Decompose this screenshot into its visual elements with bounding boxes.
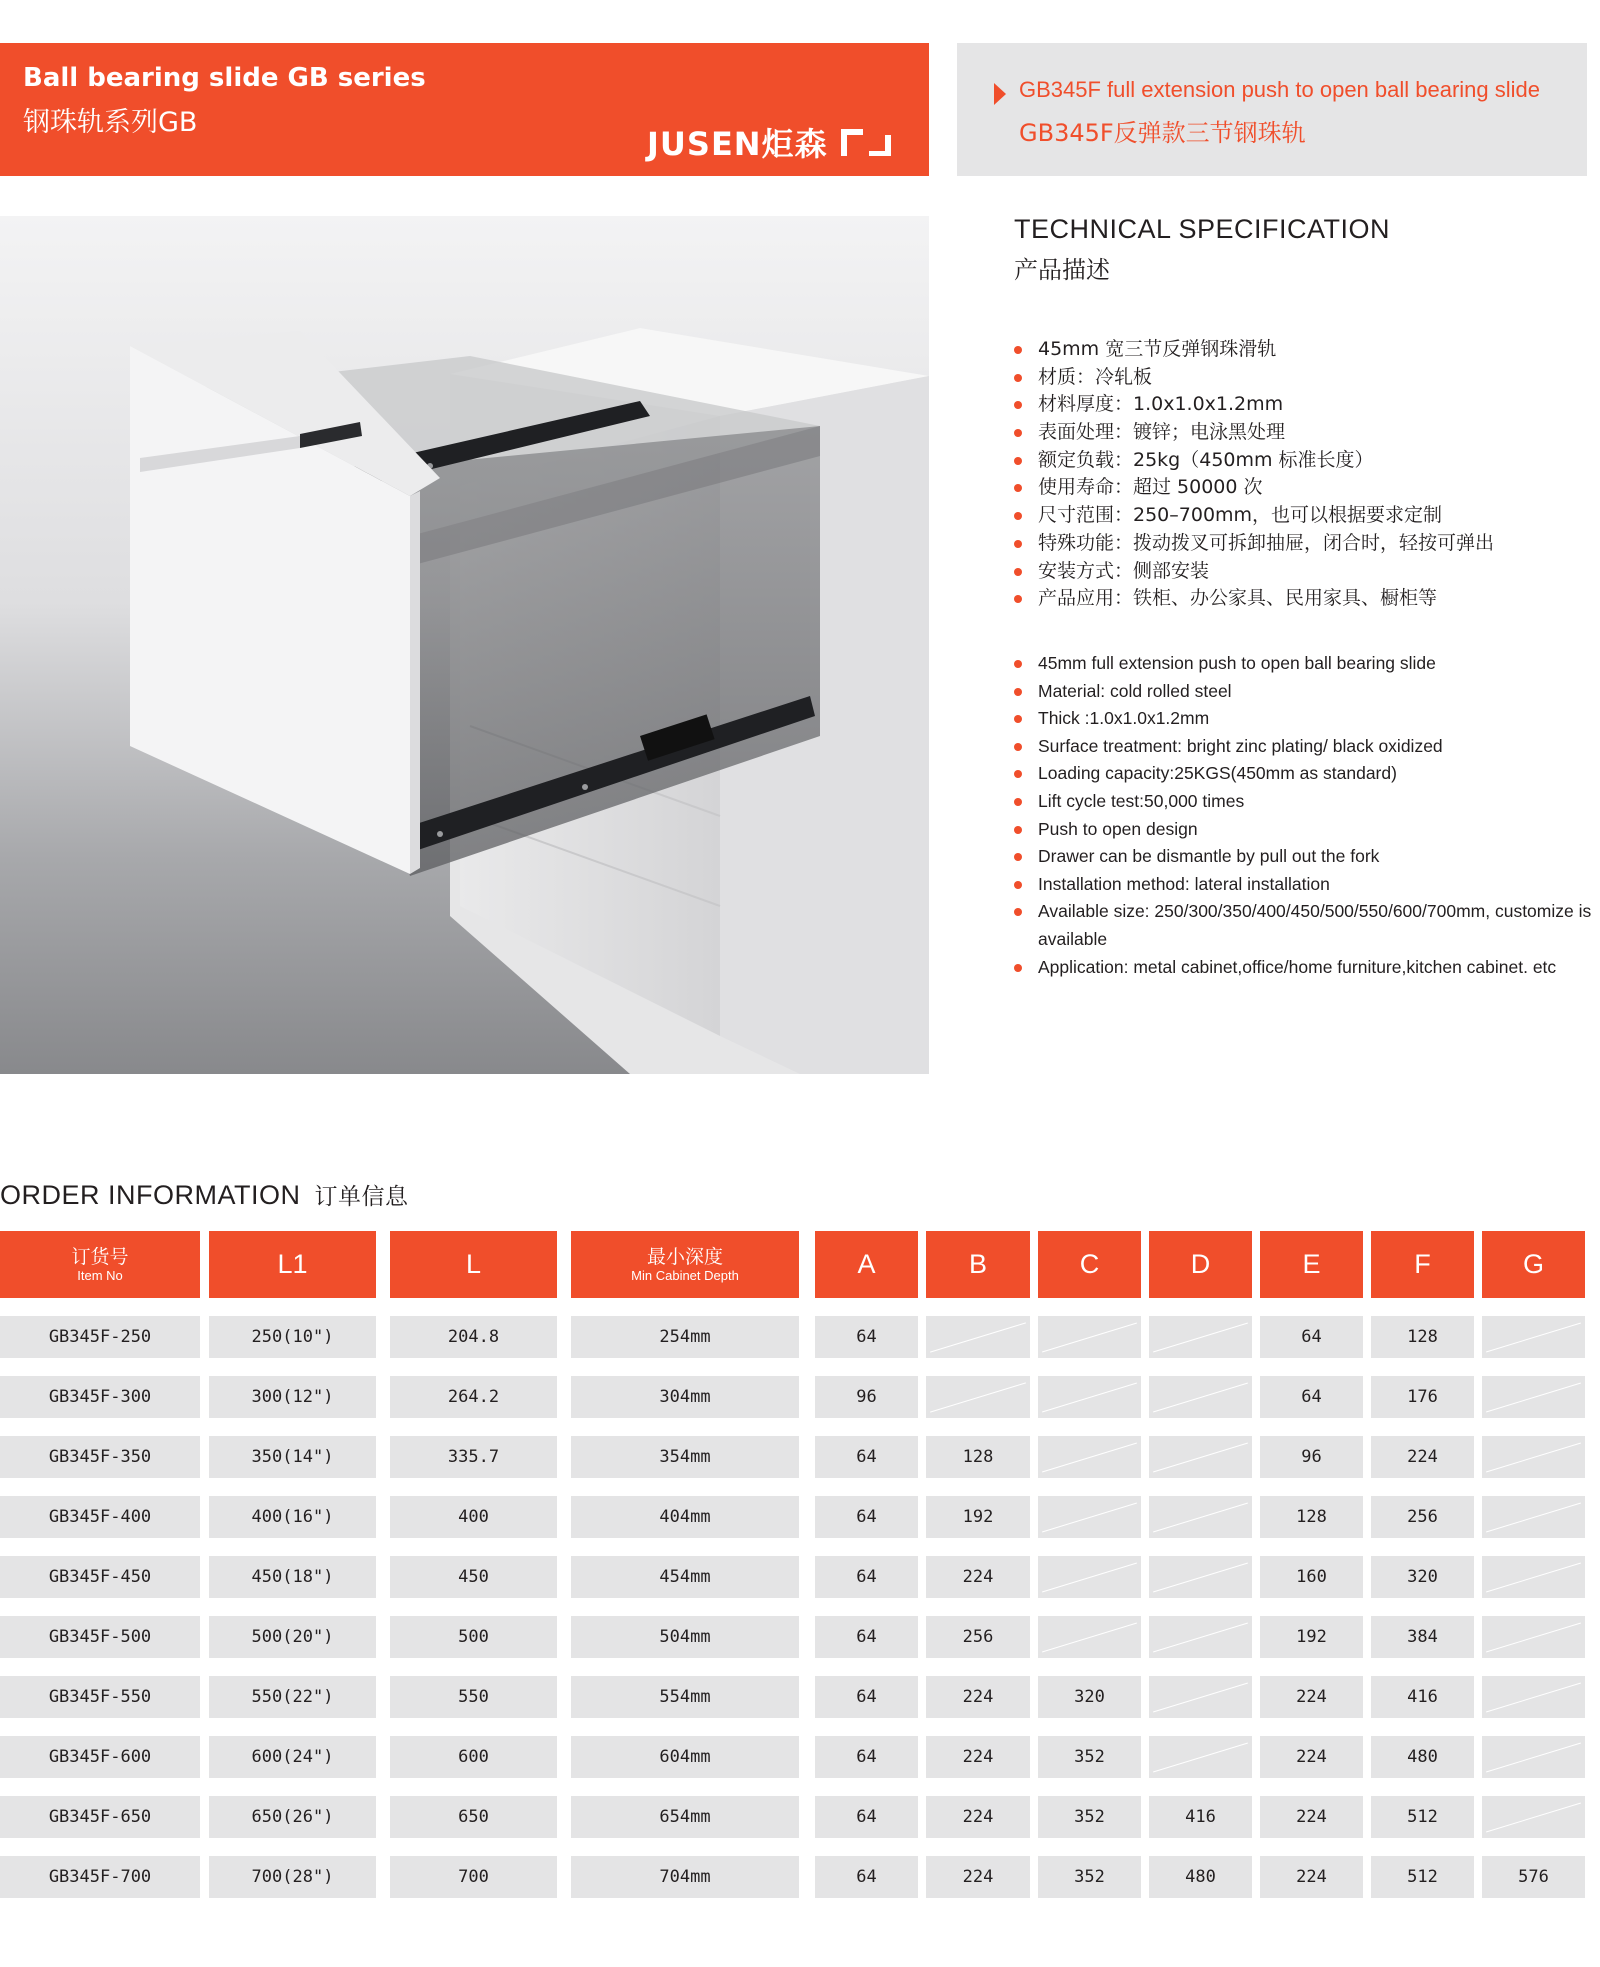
spec-item-en: Push to open design xyxy=(1012,816,1592,844)
table-cell: 650 xyxy=(390,1796,557,1838)
product-banner xyxy=(957,43,1587,176)
spec-item-en: Application: metal cabinet,office/home furniture,kitchen cabinet. etc xyxy=(1012,954,1592,982)
table-cell: 64 xyxy=(815,1616,918,1658)
table-cell-empty xyxy=(1149,1676,1252,1718)
spec-item-cn: 材质：冷轧板 xyxy=(1012,364,1494,392)
column-header-label: D xyxy=(1190,1249,1211,1279)
spec-item-en: Available size: 250/300/350/400/450/500/550/600/700mm, customize is available xyxy=(1012,898,1592,953)
table-cell: 550 xyxy=(390,1676,557,1718)
table-cell-empty xyxy=(1482,1496,1585,1538)
table-cell: 304mm xyxy=(571,1376,799,1418)
table-cell-empty xyxy=(1482,1796,1585,1838)
table-cell: GB345F-600 xyxy=(0,1736,200,1778)
table-cell-empty xyxy=(1038,1376,1141,1418)
table-cell: 224 xyxy=(926,1856,1030,1898)
table-cell: 550(22") xyxy=(209,1676,376,1718)
table-cell: 224 xyxy=(1260,1856,1363,1898)
column-header-label: 订货号 xyxy=(71,1245,129,1268)
spec-item-en: Surface treatment: bright zinc plating/ black oxidized xyxy=(1012,733,1592,761)
table-cell: 650(26") xyxy=(209,1796,376,1838)
spec-item-cn: 产品应用：铁柜、办公家具、民用家具、橱柜等 xyxy=(1012,585,1494,613)
column-header xyxy=(1038,1231,1141,1298)
spec-item-cn: 安装方式：侧部安装 xyxy=(1012,558,1494,586)
table-cell: 576 xyxy=(1482,1856,1585,1898)
spec-list-cn xyxy=(1012,336,1494,613)
table-cell-empty xyxy=(1149,1436,1252,1478)
tech-spec-title-cn: 产品描述 xyxy=(1014,256,1110,284)
table-cell-empty xyxy=(1482,1616,1585,1658)
table-cell: 654mm xyxy=(571,1796,799,1838)
table-cell: 224 xyxy=(1260,1796,1363,1838)
table-cell: 64 xyxy=(815,1736,918,1778)
table-cell: 400(16") xyxy=(209,1496,376,1538)
table-cell: 254mm xyxy=(571,1316,799,1358)
table-cell: 204.8 xyxy=(390,1316,557,1358)
table-cell: 600(24") xyxy=(209,1736,376,1778)
table-cell-empty xyxy=(1482,1316,1585,1358)
brand-logo xyxy=(647,119,892,165)
table-cell-empty xyxy=(1038,1616,1141,1658)
table-cell: 504mm xyxy=(571,1616,799,1658)
table-cell: 400 xyxy=(390,1496,557,1538)
table-cell: 350(14") xyxy=(209,1436,376,1478)
column-header xyxy=(209,1231,376,1298)
spec-item-cn: 表面处理：镀锌；电泳黑处理 xyxy=(1012,419,1494,447)
table-cell: 704mm xyxy=(571,1856,799,1898)
table-cell: 352 xyxy=(1038,1856,1141,1898)
table-cell: 300(12") xyxy=(209,1376,376,1418)
spec-item-en: Thick :1.0x1.0x1.2mm xyxy=(1012,705,1592,733)
table-cell: 224 xyxy=(926,1676,1030,1718)
table-cell: 64 xyxy=(815,1436,918,1478)
product-photo xyxy=(0,216,929,1074)
column-header-label: F xyxy=(1414,1249,1431,1279)
column-header xyxy=(1482,1231,1585,1298)
table-cell: 480 xyxy=(1149,1856,1252,1898)
series-banner xyxy=(0,43,929,176)
table-cell: 250(10") xyxy=(209,1316,376,1358)
spec-item-cn: 额定负载：25kg（450mm 标准长度） xyxy=(1012,447,1494,475)
table-cell: 64 xyxy=(815,1676,918,1718)
table-cell: 96 xyxy=(1260,1436,1363,1478)
table-cell: 512 xyxy=(1371,1856,1474,1898)
table-cell: 512 xyxy=(1371,1796,1474,1838)
table-cell: GB345F-250 xyxy=(0,1316,200,1358)
table-cell: 600 xyxy=(390,1736,557,1778)
table-cell-empty xyxy=(1149,1496,1252,1538)
table-cell: 604mm xyxy=(571,1736,799,1778)
table-cell: 224 xyxy=(926,1796,1030,1838)
table-cell: 192 xyxy=(926,1496,1030,1538)
table-cell: 700(28") xyxy=(209,1856,376,1898)
table-cell: 416 xyxy=(1149,1796,1252,1838)
brand-mark-icon xyxy=(840,128,892,156)
table-cell-empty xyxy=(1149,1616,1252,1658)
table-cell: 192 xyxy=(1260,1616,1363,1658)
product-title-cn: GB345F反弹款三节钢珠轨 xyxy=(1019,119,1306,147)
column-header-label: C xyxy=(1079,1249,1100,1279)
spec-list-en xyxy=(1012,650,1592,981)
table-cell: 554mm xyxy=(571,1676,799,1718)
column-header-label: L1 xyxy=(277,1249,308,1279)
table-cell: 352 xyxy=(1038,1736,1141,1778)
table-cell-empty xyxy=(1149,1556,1252,1598)
column-header-label: L xyxy=(465,1249,482,1279)
order-info-title-cn: 订单信息 xyxy=(314,1184,409,1210)
table-cell: 224 xyxy=(1260,1676,1363,1718)
table-cell: 264.2 xyxy=(390,1376,557,1418)
product-title-en: GB345F full extension push to open ball bearing slide xyxy=(1019,77,1541,102)
spec-item-en: Loading capacity:25KGS(450mm as standard) xyxy=(1012,760,1592,788)
table-cell: 256 xyxy=(1371,1496,1474,1538)
spec-item-cn: 使用寿命：超过 50000 次 xyxy=(1012,474,1494,502)
table-cell: GB345F-550 xyxy=(0,1676,200,1718)
table-cell: 176 xyxy=(1371,1376,1474,1418)
spec-item-cn: 尺寸范围：250–700mm，也可以根据要求定制 xyxy=(1012,502,1494,530)
table-cell: 224 xyxy=(926,1736,1030,1778)
column-header xyxy=(390,1231,557,1298)
table-cell: 160 xyxy=(1260,1556,1363,1598)
table-cell: 384 xyxy=(1371,1616,1474,1658)
table-cell: GB345F-700 xyxy=(0,1856,200,1898)
spec-item-cn: 45mm 宽三节反弹钢珠滑轨 xyxy=(1012,336,1494,364)
table-cell-empty xyxy=(1149,1376,1252,1418)
table-cell-empty xyxy=(1482,1376,1585,1418)
column-header xyxy=(1149,1231,1252,1298)
order-info-title-en: ORDER INFORMATION xyxy=(0,1180,301,1210)
table-cell: 64 xyxy=(815,1796,918,1838)
table-cell: 320 xyxy=(1371,1556,1474,1598)
table-cell: GB345F-350 xyxy=(0,1436,200,1478)
series-title-cn: 钢珠轨系列GB xyxy=(23,107,198,138)
spec-item-cn: 材料厚度：1.0x1.0x1.2mm xyxy=(1012,391,1494,419)
table-cell: 128 xyxy=(1260,1496,1363,1538)
column-header-label: 最小深度 xyxy=(646,1245,723,1268)
table-cell: 450 xyxy=(390,1556,557,1598)
table-cell-empty xyxy=(1038,1556,1141,1598)
table-cell: 416 xyxy=(1371,1676,1474,1718)
table-cell: GB345F-500 xyxy=(0,1616,200,1658)
table-cell: 700 xyxy=(390,1856,557,1898)
table-cell: 224 xyxy=(1371,1436,1474,1478)
spec-item-en: Installation method: lateral installation xyxy=(1012,871,1592,899)
table-cell-empty xyxy=(1038,1496,1141,1538)
table-cell: 64 xyxy=(815,1316,918,1358)
table-cell: 450(18") xyxy=(209,1556,376,1598)
table-cell: 64 xyxy=(1260,1376,1363,1418)
table-cell-empty xyxy=(1482,1436,1585,1478)
table-cell: GB345F-650 xyxy=(0,1796,200,1838)
table-cell: 352 xyxy=(1038,1796,1141,1838)
column-header-sublabel: Min Cabinet Depth xyxy=(631,1267,739,1283)
table-cell-empty xyxy=(1038,1316,1141,1358)
table-cell: 335.7 xyxy=(390,1436,557,1478)
column-header xyxy=(571,1231,799,1298)
column-header-label: G xyxy=(1522,1249,1544,1279)
column-header-label: A xyxy=(857,1249,876,1279)
spec-item-en: Material: cold rolled steel xyxy=(1012,678,1592,706)
table-cell: GB345F-450 xyxy=(0,1556,200,1598)
spec-item-cn: 特殊功能：拨动拨叉可拆卸抽屉，闭合时，轻按可弹出 xyxy=(1012,530,1494,558)
table-cell: 96 xyxy=(815,1376,918,1418)
table-cell: GB345F-400 xyxy=(0,1496,200,1538)
spec-item-en: 45mm full extension push to open ball bearing slide xyxy=(1012,650,1592,678)
order-info-title xyxy=(0,1178,409,1211)
column-header-label: B xyxy=(968,1249,987,1279)
column-header xyxy=(1371,1231,1474,1298)
table-cell: 404mm xyxy=(571,1496,799,1538)
table-cell: 128 xyxy=(1371,1316,1474,1358)
column-header xyxy=(926,1231,1030,1298)
table-cell: 224 xyxy=(926,1556,1030,1598)
table-cell-empty xyxy=(1482,1556,1585,1598)
column-header-sublabel: Item No xyxy=(77,1267,123,1283)
table-cell-empty xyxy=(1482,1736,1585,1778)
table-cell-empty xyxy=(1482,1676,1585,1718)
column-header xyxy=(815,1231,918,1298)
table-cell: 64 xyxy=(815,1856,918,1898)
table-cell: 64 xyxy=(815,1496,918,1538)
table-cell: 354mm xyxy=(571,1436,799,1478)
table-cell: 320 xyxy=(1038,1676,1141,1718)
column-header-label: E xyxy=(1302,1249,1321,1279)
table-cell-empty xyxy=(1038,1436,1141,1478)
table-cell: 500(20") xyxy=(209,1616,376,1658)
brand-wordmark: JUSEN炬森 xyxy=(647,125,828,163)
table-cell-empty xyxy=(926,1316,1030,1358)
table-cell-empty xyxy=(926,1376,1030,1418)
triangle-bullet-icon xyxy=(994,83,1006,105)
table-cell: 224 xyxy=(1260,1736,1363,1778)
table-cell: GB345F-300 xyxy=(0,1376,200,1418)
column-header xyxy=(1260,1231,1363,1298)
table-cell: 128 xyxy=(926,1436,1030,1478)
table-cell: 454mm xyxy=(571,1556,799,1598)
column-header xyxy=(0,1231,200,1298)
spec-item-en: Drawer can be dismantle by pull out the fork xyxy=(1012,843,1592,871)
table-cell-empty xyxy=(1149,1736,1252,1778)
table-cell: 64 xyxy=(815,1556,918,1598)
table-cell-empty xyxy=(1149,1316,1252,1358)
table-cell: 64 xyxy=(1260,1316,1363,1358)
table-cell: 500 xyxy=(390,1616,557,1658)
series-title-en: Ball bearing slide GB series xyxy=(23,63,426,93)
table-cell: 256 xyxy=(926,1616,1030,1658)
table-cell: 480 xyxy=(1371,1736,1474,1778)
tech-spec-title: TECHNICAL SPECIFICATION xyxy=(1014,214,1391,244)
spec-item-en: Lift cycle test:50,000 times xyxy=(1012,788,1592,816)
